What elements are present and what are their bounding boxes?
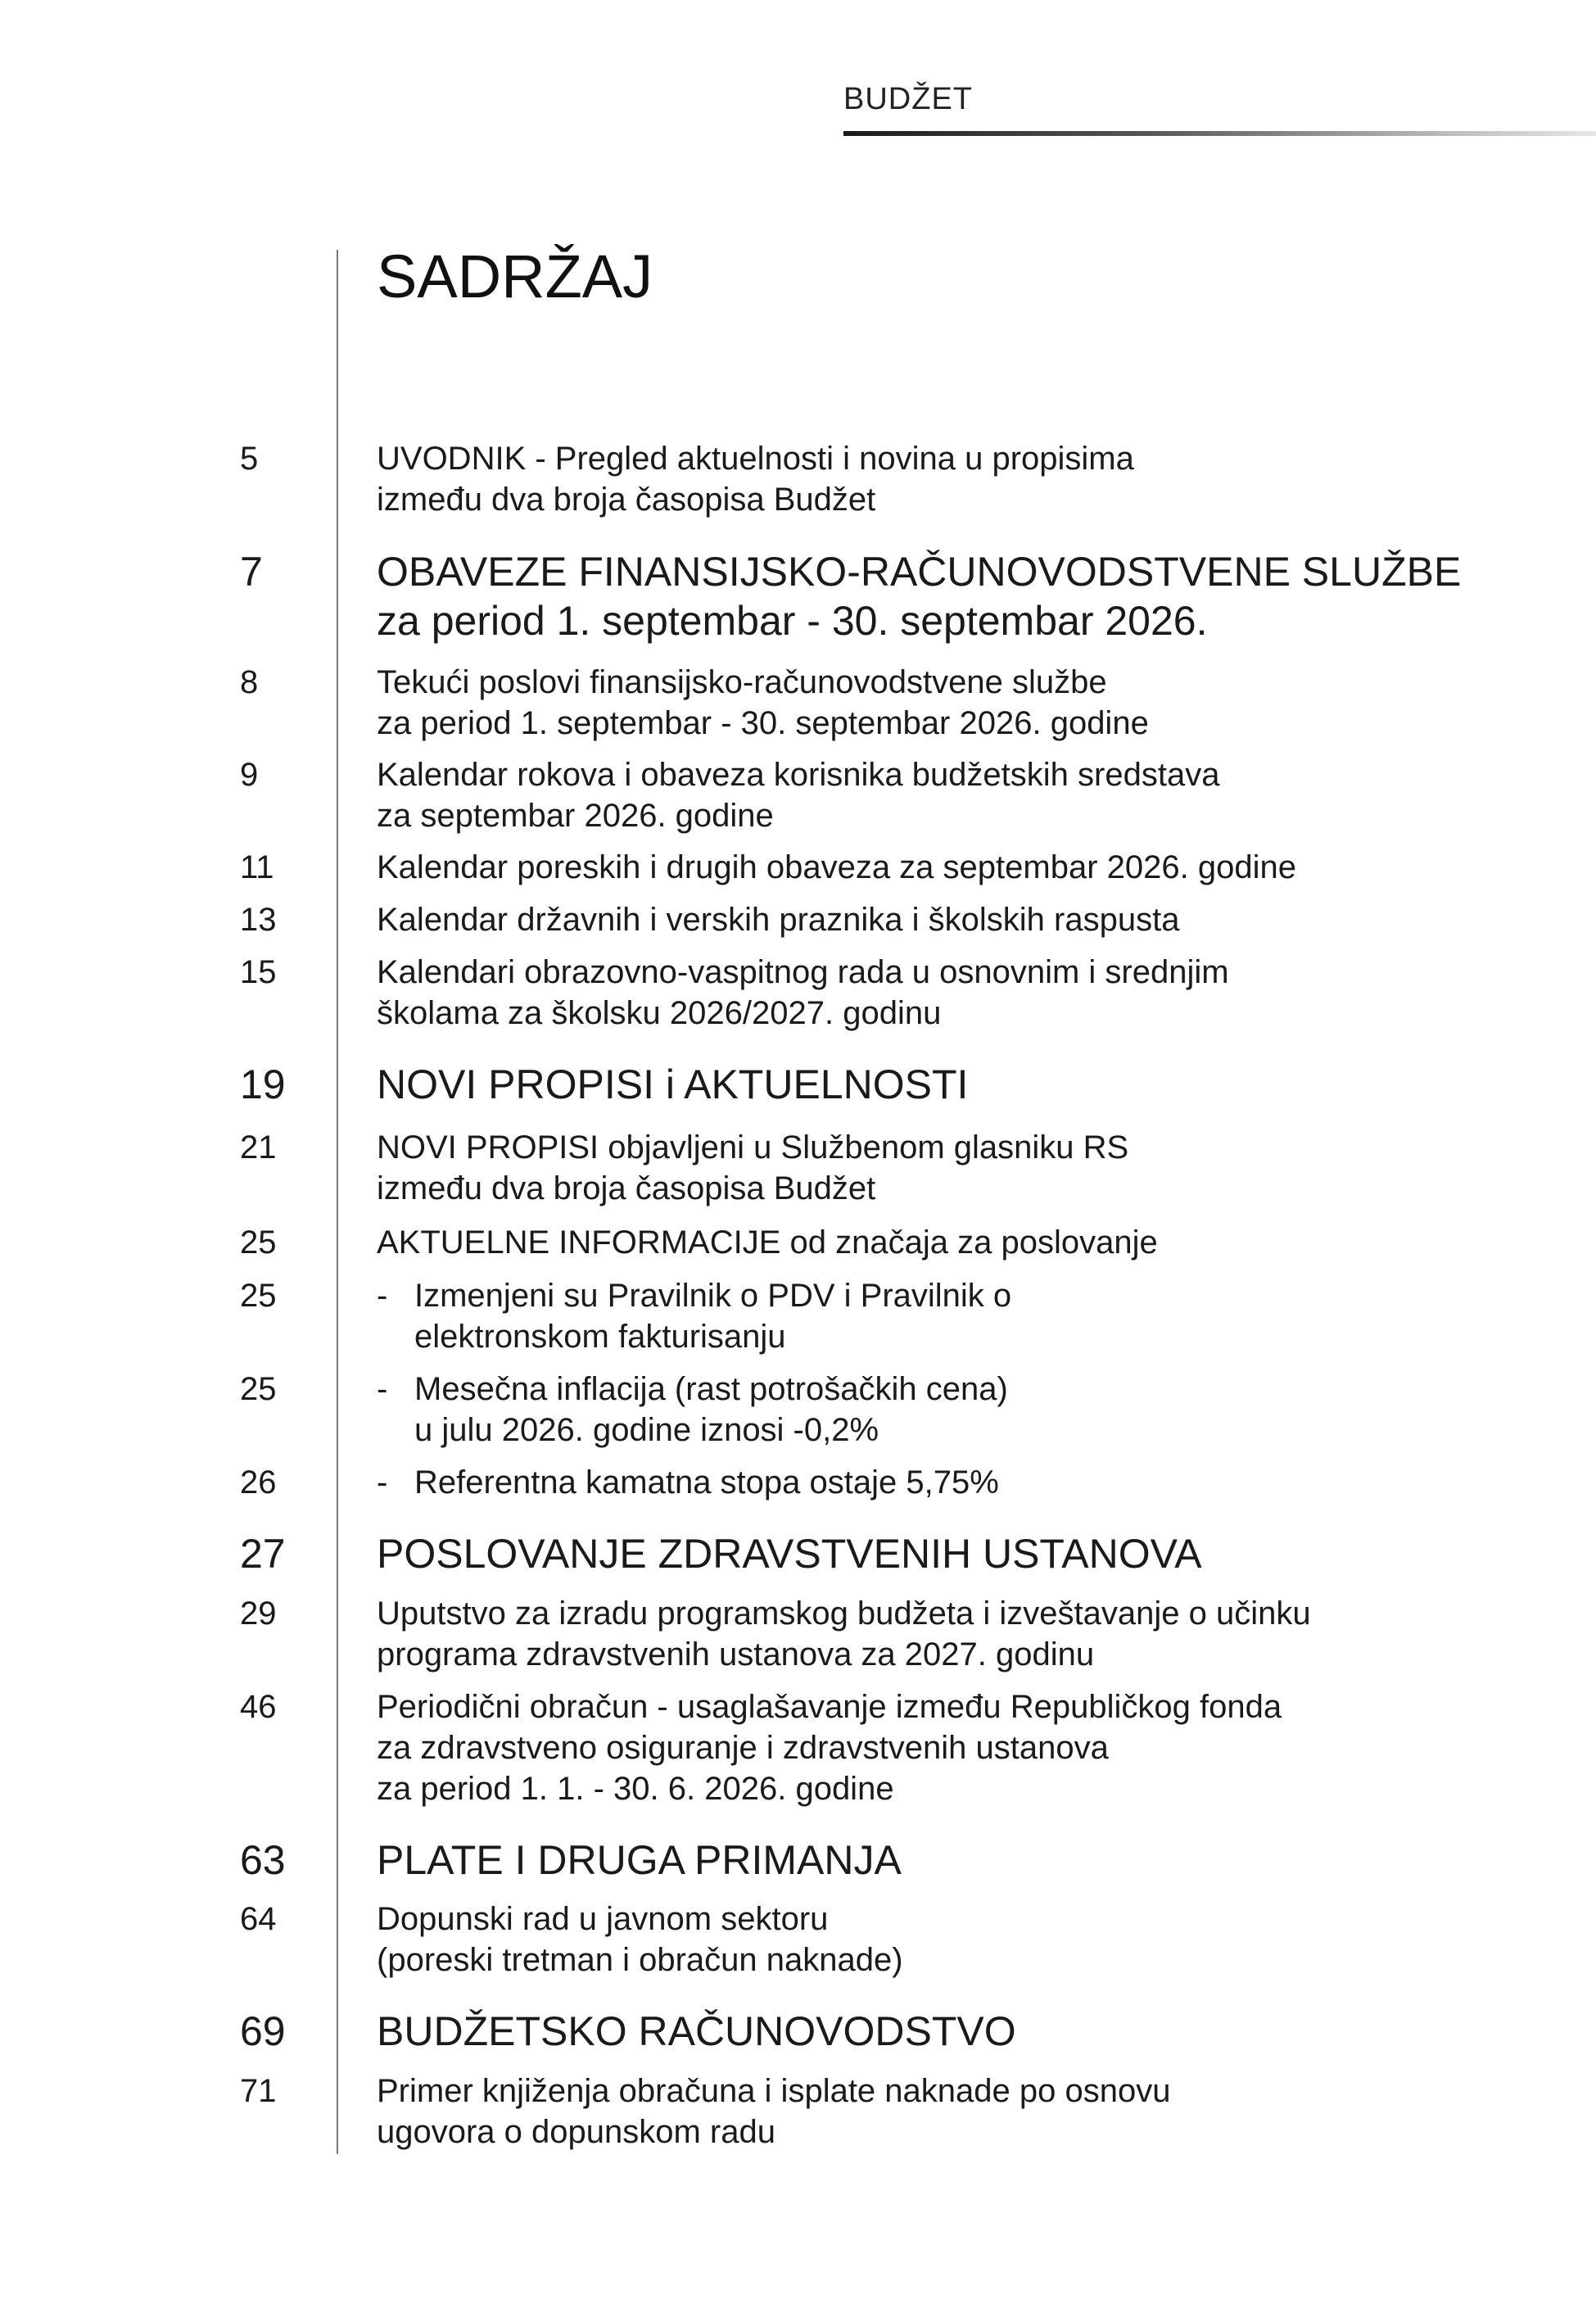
toc-entry-title: NOVI PROPISI objavljeni u Službenom glasniku RS između dva broja časopisa Budžet bbox=[377, 1129, 1129, 1206]
toc-entry-title: Kalendar poreskih i drugih obaveza za septembar 2026. godine bbox=[377, 849, 1296, 885]
toc-section-title: BUDŽETSKO RAČUNOVODSTVO bbox=[377, 2008, 1016, 2054]
toc-section-title: OBAVEZE FINANSIJSKO-RAČUNOVODSTVENE SLUŽBE za period 1. septembar - 30. septembar 2026. bbox=[377, 549, 1462, 644]
journal-header-label: BUDŽET bbox=[843, 82, 973, 116]
toc-page-number: 15 bbox=[240, 954, 277, 990]
toc-page-number: 46 bbox=[240, 1689, 277, 1725]
toc-section-title: POSLOVANJE ZDRAVSTVENIH USTANOVA bbox=[377, 1531, 1202, 1577]
toc-section-title: PLATE I DRUGA PRIMANJA bbox=[377, 1837, 902, 1883]
toc-page-number: 29 bbox=[240, 1596, 277, 1632]
page-title: SADRŽAJ bbox=[377, 242, 653, 310]
toc-divider-line bbox=[337, 250, 338, 2154]
toc-page-number: 63 bbox=[240, 1837, 286, 1883]
toc-page-number: 25 bbox=[240, 1371, 277, 1407]
toc-page-number: 7 bbox=[240, 549, 263, 595]
toc-page-number: 9 bbox=[240, 757, 259, 793]
toc-page-number: 25 bbox=[240, 1224, 277, 1261]
bullet-dash: - bbox=[377, 1464, 388, 1500]
toc-entry-title: Kalendar državnih i verskih praznika i školskih raspusta bbox=[377, 902, 1180, 938]
toc-entry-title: Kalendar rokova i obaveza korisnika budžetskih sredstava za septembar 2026. godine bbox=[377, 757, 1220, 834]
toc-page-number: 71 bbox=[240, 2073, 277, 2109]
toc-page-number: 19 bbox=[240, 1061, 286, 1107]
toc-entry-title: Kalendari obrazovno-vaspitnog rada u osnovnim i srednjim školama za školsku 2026/2027. godinu bbox=[377, 954, 1229, 1031]
toc-page-number: 21 bbox=[240, 1129, 277, 1166]
toc-page-number: 27 bbox=[240, 1531, 286, 1577]
toc-entry-title: Referentna kamatna stopa ostaje 5,75% bbox=[414, 1464, 999, 1500]
toc-section-title: NOVI PROPISI i AKTUELNOSTI bbox=[377, 1061, 969, 1107]
toc-page-number: 5 bbox=[240, 441, 259, 477]
toc-entry-title: Dopunski rad u javnom sektoru (poreski tretman i obračun naknade) bbox=[377, 1901, 903, 1978]
toc-entry-title: Izmenjeni su Pravilnik o PDV i Pravilnik o elektronskom fakturisanju bbox=[414, 1278, 1012, 1355]
toc-entry-title: Primer knjiženja obračuna i isplate naknade po osnovu ugovora o dopunskom radu bbox=[377, 2073, 1171, 2150]
toc-page-number: 64 bbox=[240, 1901, 277, 1937]
toc-entry-title: UVODNIK - Pregled aktuelnosti i novina u propisima između dva broja časopisa Budžet bbox=[377, 441, 1134, 518]
toc-page-number: 13 bbox=[240, 902, 277, 938]
toc-page-number: 11 bbox=[240, 849, 274, 885]
toc-page-number: 69 bbox=[240, 2008, 286, 2054]
toc-entry-title: Periodični obračun - usaglašavanje između Republičkog fonda za zdravstveno osiguranje i zdravstvenih ustanova za period 1. 1. - 30. 6. 2026. godine bbox=[377, 1689, 1282, 1807]
toc-entry-title: AKTUELNE INFORMACIJE od značaja za poslovanje bbox=[377, 1224, 1158, 1261]
toc-entry-title: Tekući poslovi finansijsko-računovodstvene službe za period 1. septembar - 30. septembar 2026. godine bbox=[377, 664, 1149, 741]
toc-page-number: 26 bbox=[240, 1464, 277, 1500]
header-rule bbox=[843, 131, 1596, 136]
toc-page-number: 25 bbox=[240, 1278, 277, 1314]
toc-entry-title: Uputstvo za izradu programskog budžeta i izveštavanje o učinku programa zdravstvenih ustanova za 2027. godinu bbox=[377, 1596, 1311, 1672]
bullet-dash: - bbox=[377, 1278, 388, 1314]
bullet-dash: - bbox=[377, 1371, 388, 1407]
toc-entry-title: Mesečna inflacija (rast potrošačkih cena) u julu 2026. godine iznosi -0,2% bbox=[414, 1371, 1008, 1448]
toc-page-number: 8 bbox=[240, 664, 259, 700]
